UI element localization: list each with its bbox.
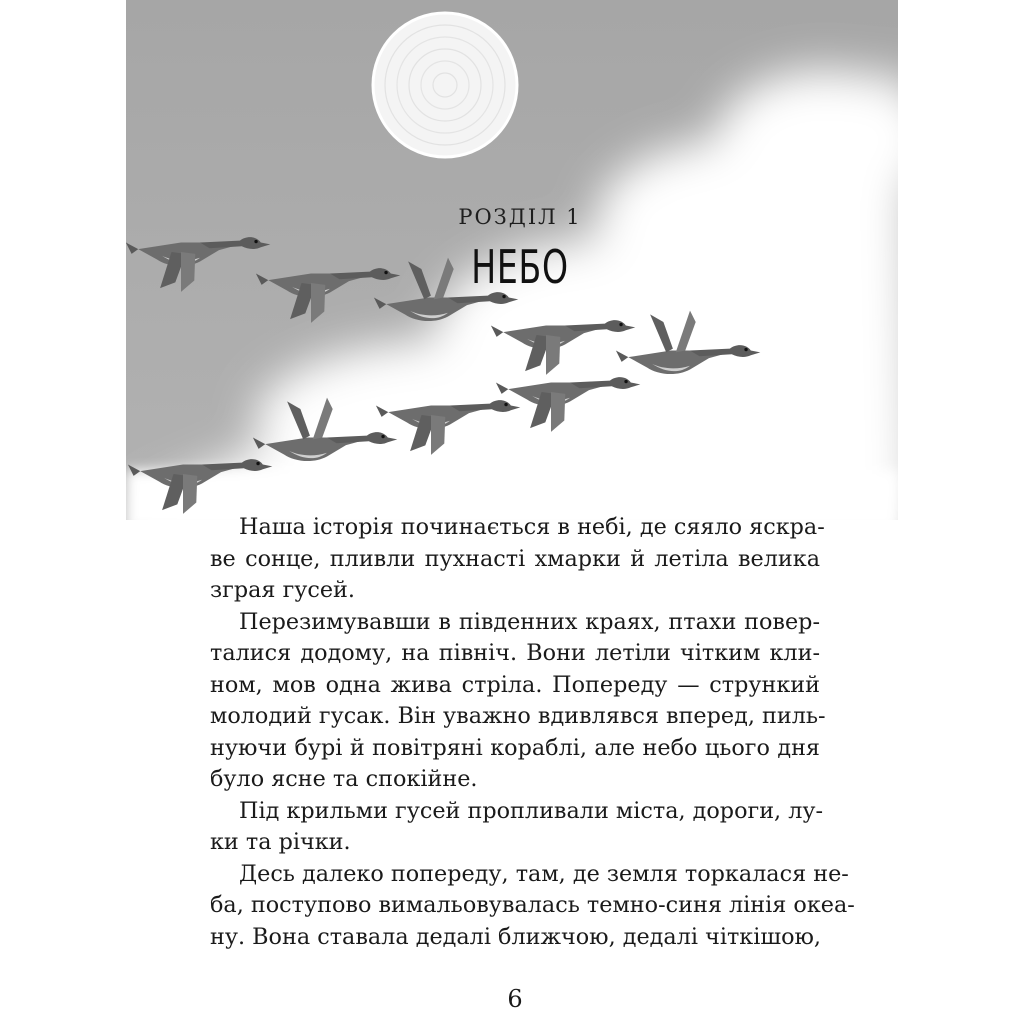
- text-line: ном, мов одна жива стріла. Попереду — стрункий: [210, 671, 820, 698]
- text-line: молодий гусак. Він уважно вдивлявся вперед, пиль-: [210, 703, 826, 729]
- text-line: нуючи бурі й повітряні кораблі, але небо цього дня: [210, 734, 820, 761]
- paragraph: [210, 607, 826, 796]
- chapter-label: РОЗДІЛ 1: [458, 205, 582, 229]
- paragraph: [210, 512, 825, 607]
- text-line: Перезимувавши в південних краях, птахи повер-: [239, 608, 820, 635]
- chapter-title: НЕБО: [471, 240, 569, 294]
- text-line: ба, поступово вимальовувалась темно-синя лінія океа-: [210, 892, 855, 918]
- text-line: Під крильми гусей пропливали міста, дороги, лу-: [239, 797, 824, 824]
- text-line: ки та річки.: [210, 829, 351, 855]
- page-number: 6: [507, 985, 523, 1013]
- text-line: було ясне та спокійне.: [210, 766, 478, 792]
- moon-icon: [373, 13, 517, 157]
- text-line: ве сонце, пливли пухнасті хмарки й летіла велика: [210, 545, 820, 572]
- paragraph: [210, 796, 824, 859]
- text-line: Наша історія починається в небі, де сяяло яскра-: [239, 514, 825, 540]
- text-line: зграя гусей.: [210, 577, 355, 603]
- paragraph: [210, 859, 855, 954]
- text-line: Десь далеко попереду, там, де земля торкалася не-: [239, 860, 849, 887]
- body-text: [210, 512, 855, 953]
- text-line: ну. Вона ставала дедалі ближчою, дедалі чіткішою,: [210, 923, 822, 950]
- text-line: талися додому, на північ. Вони летіли чітким кли-: [210, 640, 820, 666]
